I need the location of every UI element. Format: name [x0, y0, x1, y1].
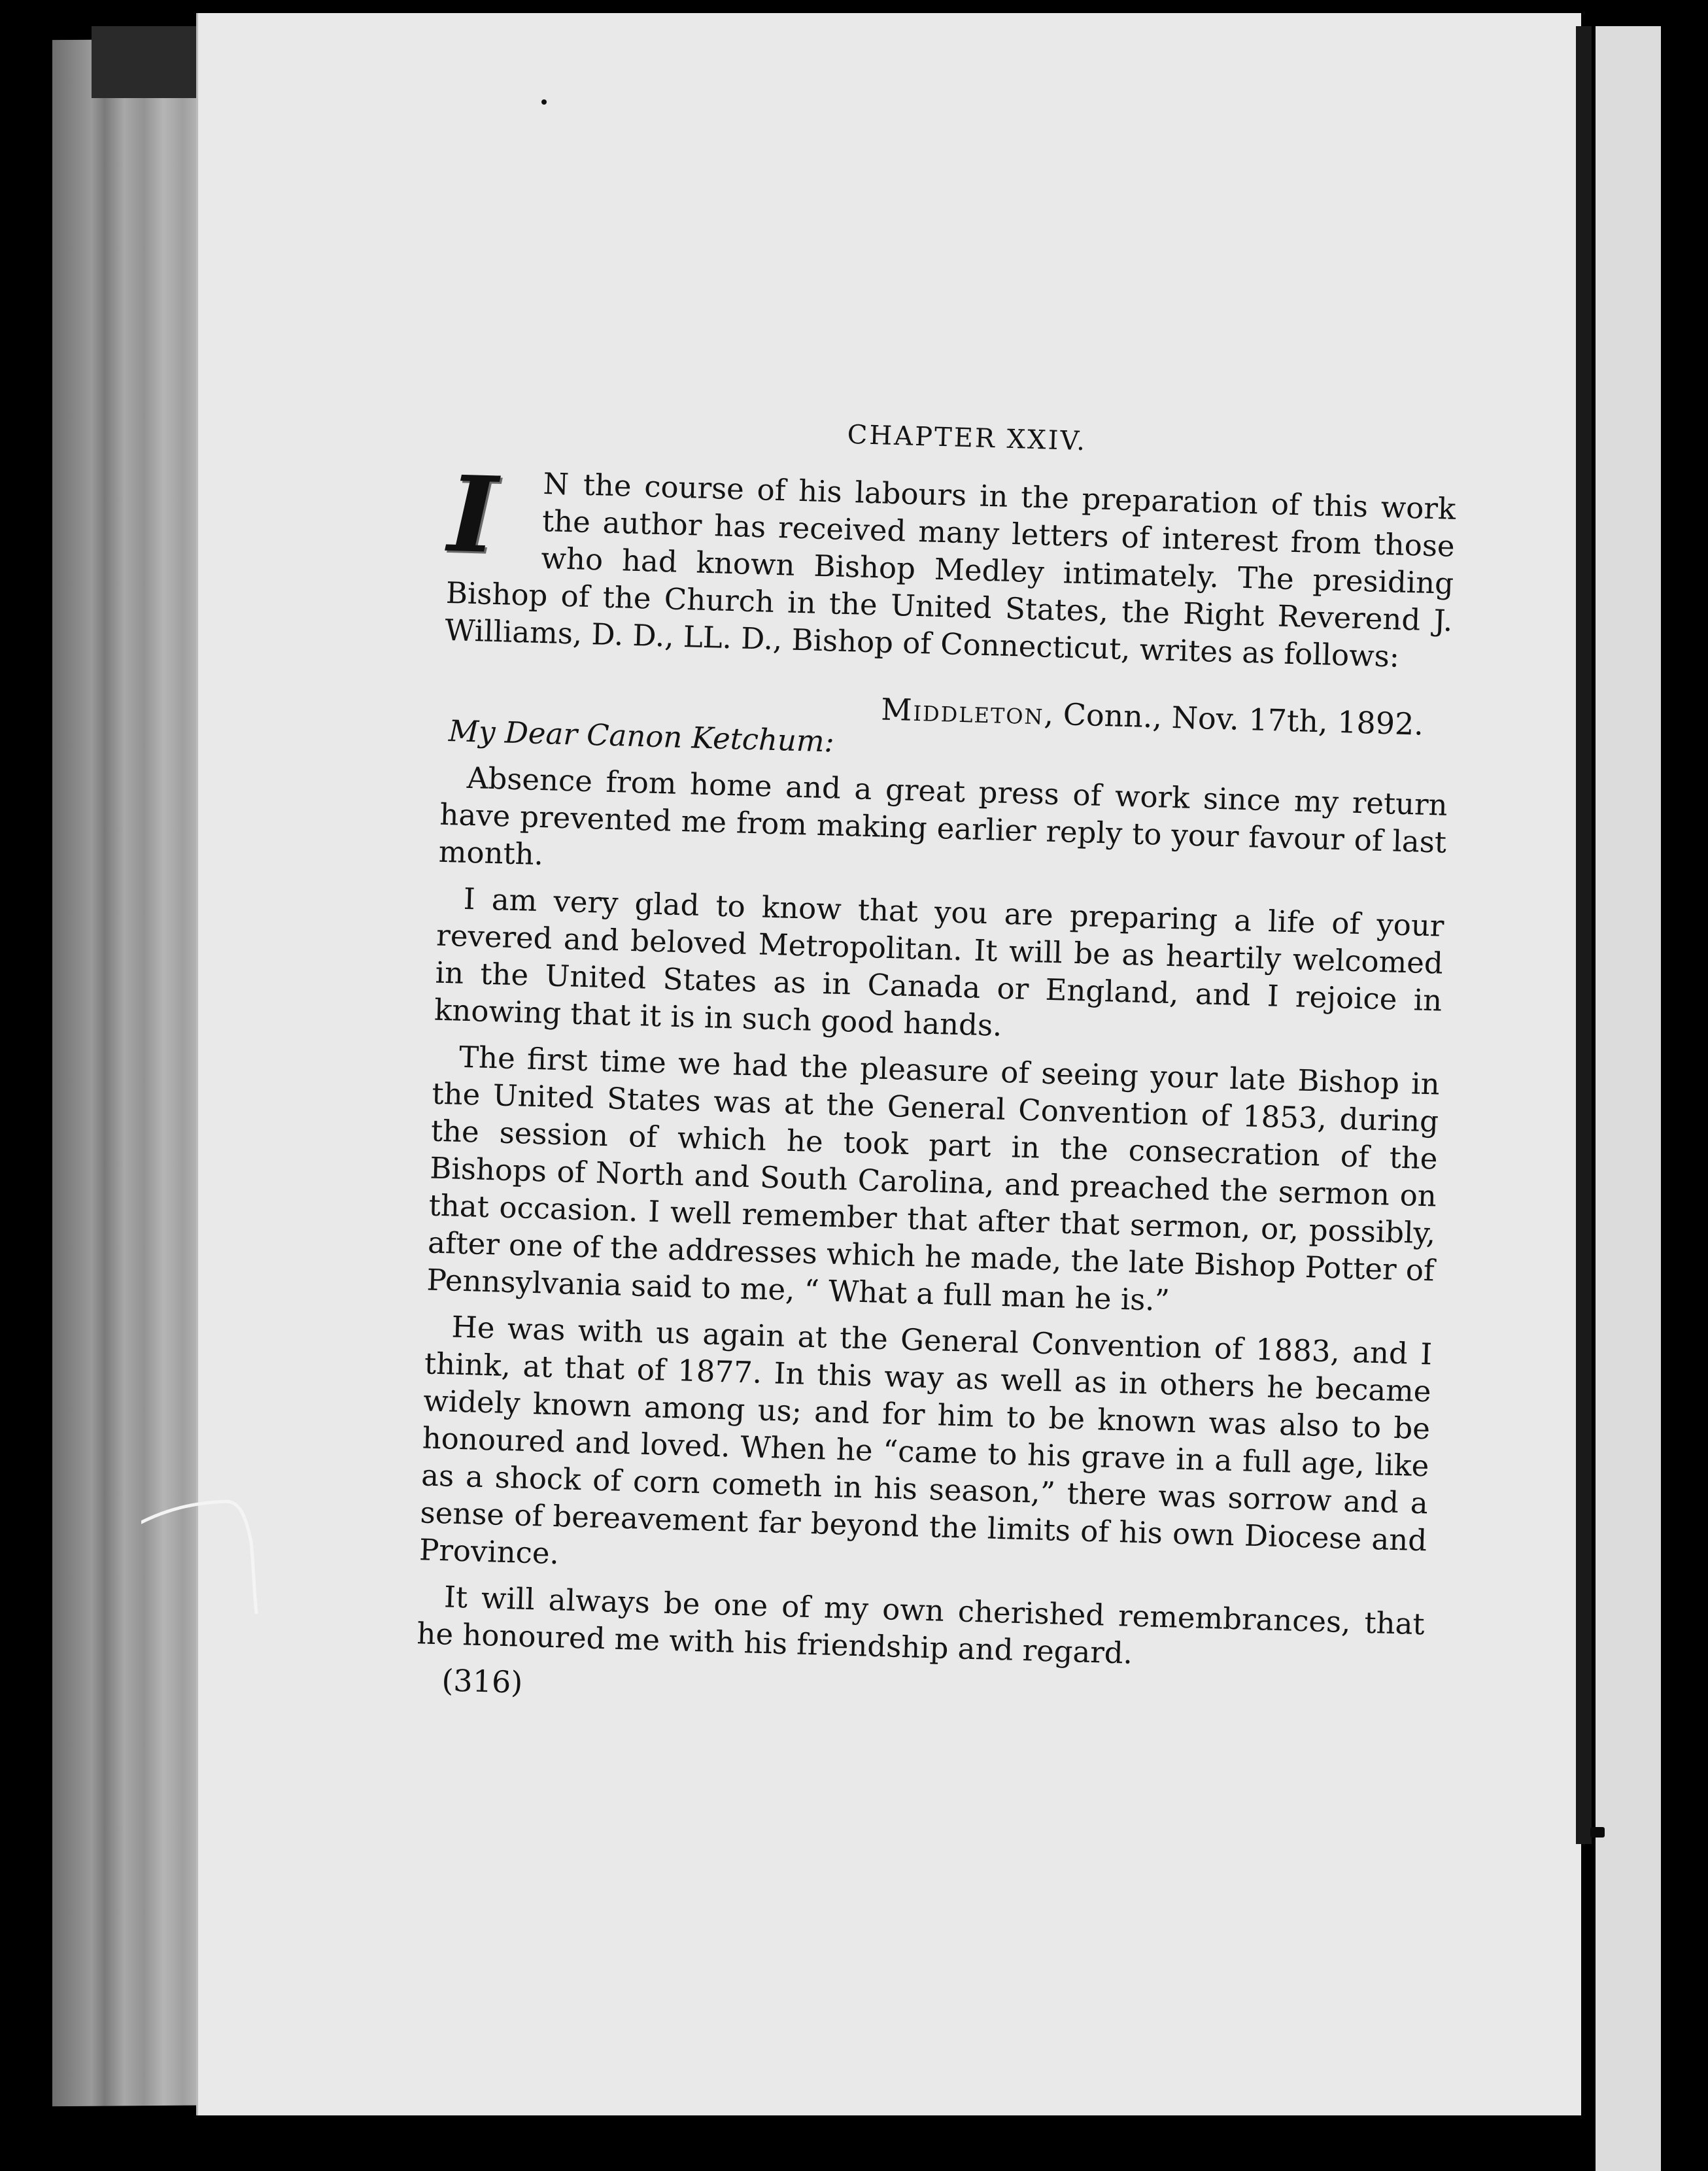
margin-mark — [1590, 1827, 1605, 1838]
paper-scratch — [141, 1496, 265, 1614]
page-text — [415, 405, 1458, 1726]
letter-paragraph: Absence from home and a great press of work since my return have prevented me from making earlier reply to your favour of last month. — [438, 760, 1448, 872]
chapter-heading: CHAPTER XXIV. — [847, 419, 1087, 457]
ink-dot — [541, 99, 547, 105]
page-number: (316) — [441, 1662, 523, 1700]
letter-paragraph: I am very glad to know that you are preparing a life of your revered and beloved Metropolitan. It will be as heartily welcomed in the United States as in Canada or England, and I rejoice in knowing that it is in such good hands. — [434, 881, 1445, 1043]
letter-paragraph: It will always be one of my own cherished remembrances, that he honoured me with his friendship and regard. — [416, 1579, 1426, 1671]
letter-paragraph: He was with us again at the General Convention of 1883, and I think, at that of 1877. In this way as well as in others he became widely known among us; and for him to be known was also to be honoured and loved. When he “came to his grave in a full age, like as a shock of corn cometh in his season,” there was sorrow and a sense of bereavement far beyond the limits of his own Diocese and Province. — [418, 1309, 1433, 1571]
letter-paragraph: The first time we had the pleasure of seeing your late Bishop in the United States was at the General Convention of 1853, during the session of which he took part in the consecration of the Bishops of North and South Carolina, and preached the sermon on that occasion. I well remember that after that sermon, or, possibly, after one of the addresses which he made, the late Bishop Potter of Pennsylvania said to me, “ What a full man he is.” — [426, 1039, 1441, 1318]
letter-salutation: My Dear Canon Ketchum: — [448, 713, 835, 759]
intro-text: the course of his labours in the preparation of this work the author has received many letters of interest from those who had known Bishop Medley intimately. The presiding Bishop of the Church in the United States, the Right Reverend J. Williams, D. D., LL. D., Bishop of Connecticut, writes as follows: — [444, 467, 1456, 674]
intro-first-letter: N — [542, 466, 571, 502]
facing-page-edge — [1596, 26, 1661, 2171]
drop-cap-initial: I — [446, 452, 499, 577]
page-gutter — [1576, 26, 1592, 1844]
dateline-place: Middleton — [880, 691, 1045, 732]
intro-paragraph — [444, 452, 1456, 677]
dateline-date: , Conn., Nov. 17th, 1892. — [1043, 696, 1424, 742]
